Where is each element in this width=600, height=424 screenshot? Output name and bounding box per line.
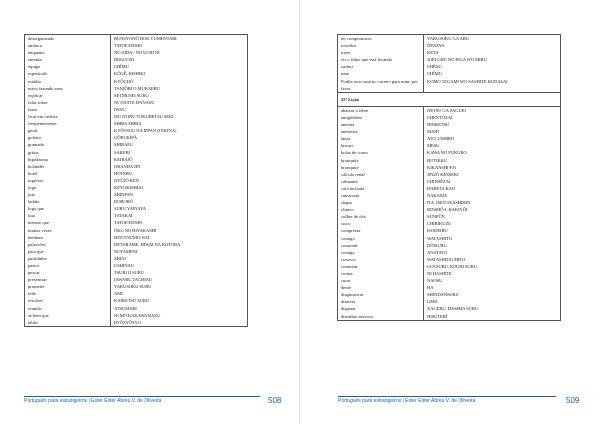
japanese-term: HA [427,285,434,291]
japanese-term: GERI [427,299,438,305]
japanese-term: NOTAMENI [114,248,138,254]
portuguese-term: prometer [28,284,45,290]
portuguese-term: holandês [28,163,45,169]
portuguese-term: contigo [341,249,355,255]
portuguese-term: bolsa de couro [341,150,368,156]
portuguese-term: time [341,71,350,77]
portuguese-term: mesmo que [28,220,50,226]
portuguese-term: geral [28,128,38,134]
right-page-number: 509 [566,396,580,405]
japanese-term: MESU [427,143,440,149]
japanese-term: SURU YAINAYA [114,206,147,212]
portuguese-term: Ponha esta carta no correio para mim, por favor. [341,78,418,91]
japanese-term: SHINDANSURU [427,292,459,298]
portuguese-term: tabão [28,319,38,325]
japanese-term: KOMO TEGAMI WO SASHITE KUDASAI [427,78,508,84]
portuguese-term: anemia [341,122,355,128]
portuguese-term: ladrão [28,199,40,205]
portuguese-term: diarreia [341,299,356,305]
portuguese-term: desorganizado [28,36,55,41]
portuguese-term: frequentemente [28,121,57,127]
right-portuguese-column [338,106,424,320]
left-table-row [25,35,248,327]
japanese-term: RYÔSYÛSYO [114,319,141,325]
portuguese-term: comigo [341,235,355,241]
japanese-term: KYÔGIJÔ [114,78,134,84]
japanese-term: NAKAMA [427,192,448,198]
japanese-term: ISU NI IRU TOKUBETSU SEKI [114,114,174,120]
japanese-term: YAKUSOKU GA ARU [427,36,469,41]
right-footer-rule [338,396,556,397]
left-portuguese-column [25,35,111,327]
portuguese-term: conosco [341,256,357,262]
right-page [300,0,600,424]
japanese-term: NI TSUITE HANASU [114,99,155,105]
japanese-term: ÔENSYA [427,43,445,49]
japanese-term: BUNSYONÔ DOK YUMENTARI [114,36,177,41]
portuguese-term: jogo [28,184,37,190]
portuguese-term: clínico [341,207,354,213]
portuguese-term: compressa [341,228,361,234]
portuguese-term: juiz [28,192,35,198]
portuguese-term: ficar em cadeira [28,114,58,120]
portuguese-term: ingresso [28,177,44,183]
japanese-term: JOEI-CHU NO EIGA WO MIRU [427,57,487,63]
japanese-term: HITOTSUMO-NAI [114,234,150,240]
right-vocab-table [337,34,561,321]
japanese-term: JINZÔ KESSEKI [427,171,459,177]
japanese-term: KÔGÊ, KISHIKI [114,71,145,77]
japanese-term: TATAKAI [114,213,133,219]
portuguese-term: muitas vezes [28,227,52,233]
japanese-term: HISUTERÎ [427,313,448,319]
japanese-term: DÔISURU [427,242,447,248]
portuguese-term: luta [28,213,35,219]
portuguese-term: cama/sala [341,192,360,198]
japanese-term: SHIAI [114,255,126,261]
japanese-term: MAHI [427,129,439,135]
japanese-term: SUNPÛN [427,214,445,220]
portuguese-term: palavrões [28,241,46,247]
japanese-term: NI MO KAKAWA RAZU [114,312,161,318]
portuguese-term: enquanto [28,50,45,56]
right-table-row [338,106,561,320]
portuguese-term: dente [341,285,351,291]
japanese-term: KEIBAJÔ [114,156,133,162]
japanese-term: DOROBÔ [114,199,133,205]
portuguese-term: ter compromisso [341,36,372,41]
portuguese-term: disparar [341,306,356,312]
portuguese-term: bronquite [341,164,359,170]
right-footer-text: Português para estrangeiros | Ester Ester Abreu V. de Oliveira [338,398,476,404]
japanese-term: RINSHÔ-I, KAKIYÔI [427,207,468,213]
japanese-term: IWAU [114,106,126,112]
japanese-term: AMI [114,291,123,297]
japanese-term: ATO, USHIRO [427,136,455,142]
portuguese-term: amigdálites [341,114,363,120]
japanese-term: NYÛJÔ KEN [114,177,139,183]
portuguese-term: cálculo renal [341,171,365,177]
portuguese-term: anestesia [341,129,358,135]
left-japanese-column [111,35,248,327]
japanese-term: KIKANSHI-EN [427,164,456,170]
portuguese-term: estou fazendo anos [28,85,63,91]
portuguese-term: abaixar a febre [341,107,369,113]
japanese-term: CHÎMU [427,71,442,77]
japanese-term: YAKUSOKU SURU [114,284,152,290]
japanese-term: NAGERU, HASSHA SURU [427,306,479,312]
portuguese-term: rede [28,291,36,297]
left-vocab-table [24,34,248,327]
japanese-term: TANJÔBI O MUKAERU [114,85,160,91]
portuguese-term: bronquite [341,157,359,163]
japanese-term: ÔKU NO HIYAKASHI [114,227,157,233]
portuguese-term: gramado [28,142,45,148]
japanese-term: IAWARU,TACHIAU [114,277,153,283]
portuguese-term: xadrez [341,64,354,70]
japanese-term: ISODEIRU [427,228,448,234]
japanese-term: SHINPAN [114,192,133,198]
portuguese-term: chapa [341,200,352,206]
portuguese-term: diagnosticar [341,292,364,298]
portuguese-term: vir o filme que está levando [341,57,393,63]
section-heading-row [338,92,561,106]
japanese-term: IRIGUCHI [114,57,134,63]
portuguese-term: torcedor [341,43,357,49]
japanese-term: SETMUSEI SURU [114,92,149,98]
portuguese-term: distúrbio nervoso [341,313,374,319]
japanese-term: BUTIKKU [427,157,447,163]
right-top-portuguese-column [338,35,424,93]
portuguese-term: logo que [28,206,44,212]
portuguese-term: nenhum [28,234,43,240]
portuguese-term: fazer [28,106,38,112]
portuguese-term: equipe [28,64,41,70]
japanese-term: GÔRUKÎPÂ [114,135,137,141]
japanese-term: KYÔTSUU NA IPPAN (TEKINA) [114,128,177,134]
portuguese-term: ânsia [341,136,351,142]
left-footer-rule [24,396,260,397]
portuguese-term: espetáculo [28,71,48,77]
japanese-term: USHINAU [114,263,134,268]
japanese-term: NETSU GA SAGUEI [427,107,466,113]
portuguese-term: pastor [28,263,40,268]
portuguese-term: gritos [28,149,39,155]
portuguese-term: estádio [28,78,42,84]
portuguese-term: colher de chá [341,214,366,220]
japanese-term: DETARAME, HIWAI NA KOTOBA [114,241,181,247]
portuguese-term: entrada [28,57,42,63]
right-top-japanese-column [424,35,561,93]
japanese-term: SHIBAFU [114,142,133,148]
japanese-term: ATSUMARI [114,305,137,311]
japanese-term: HOTERU [114,170,133,176]
portuguese-term: consertar [341,263,358,269]
right-japanese-column [424,106,561,320]
portuguese-term: reunião [28,305,42,311]
japanese-term: TSURI O SURU [114,270,144,276]
japanese-term: TATOE-DEMO [114,220,143,226]
japanese-term: CHÊSU [427,64,442,70]
portuguese-term: goleiro [28,135,42,141]
portuguese-term: falar sobre [28,99,48,105]
portuguese-term: calmante [341,178,358,184]
japanese-term: HINKETSU [427,122,450,128]
japanese-term: TATOE-DEMO [114,43,143,49]
portuguese-term: partidinha [28,255,47,261]
japanese-term: WATASHITACHITO [427,256,466,262]
japanese-term: KETA [427,50,439,56]
portuguese-term: hotel [28,170,38,176]
portuguese-term: contra [341,271,353,276]
portuguese-term: cara inchada [341,185,365,191]
portuguese-term: se bem que [28,312,49,318]
section-title: 25ª Lição [338,92,561,106]
right-top-table-row [338,35,561,93]
portuguese-term: pescar [28,270,40,276]
japanese-term: ORANDA JIN [114,163,141,169]
japanese-term: ANATATO [427,249,448,255]
japanese-term: NI HASHITE [427,271,452,276]
japanese-term: CHINSÊZAI [427,178,451,184]
japanese-term: WATASHITO [427,235,452,241]
left-footer-text: Português para estrangeiros | Ester Ester Abreu V. de Oliveira [24,398,162,404]
japanese-term: CHENTÔZAI [427,114,453,120]
portuguese-term: ambora [28,43,42,49]
portuguese-term: resolver [28,298,43,304]
japanese-term: KAWA NO FUKURO [427,150,467,156]
portuguese-term: explicar [28,92,43,98]
japanese-term: NO AIDA - NO UCHI NI [114,50,160,56]
japanese-term: GOI SURU, KOCHI SURU [427,263,477,269]
portuguese-term: presenciar [28,277,47,283]
portuguese-term: cisco [341,221,351,227]
portuguese-term: bisturi [341,143,353,149]
japanese-term: ITA, ISEN SYASHIHIN [427,200,471,206]
portuguese-term: hipódromo [28,156,49,162]
japanese-term: KEYOKISHIAI [114,184,143,190]
japanese-term: HARETA KAO [427,185,456,191]
japanese-term: NAOSU [427,278,443,284]
japanese-term: CHÎMU [114,64,129,70]
japanese-term: SHIBA SHIBA [114,121,142,127]
portuguese-term: trave [341,50,351,56]
japanese-term: KAIKETSU SURU [114,298,150,304]
left-page-number: 508 [268,396,282,405]
japanese-term: SAKEBI [114,149,130,155]
japanese-term: CHIRIKUZU [427,221,452,227]
portuguese-term: para que [28,248,44,254]
portuguese-term: consentir [341,242,358,248]
portuguese-term: curar [341,278,351,284]
